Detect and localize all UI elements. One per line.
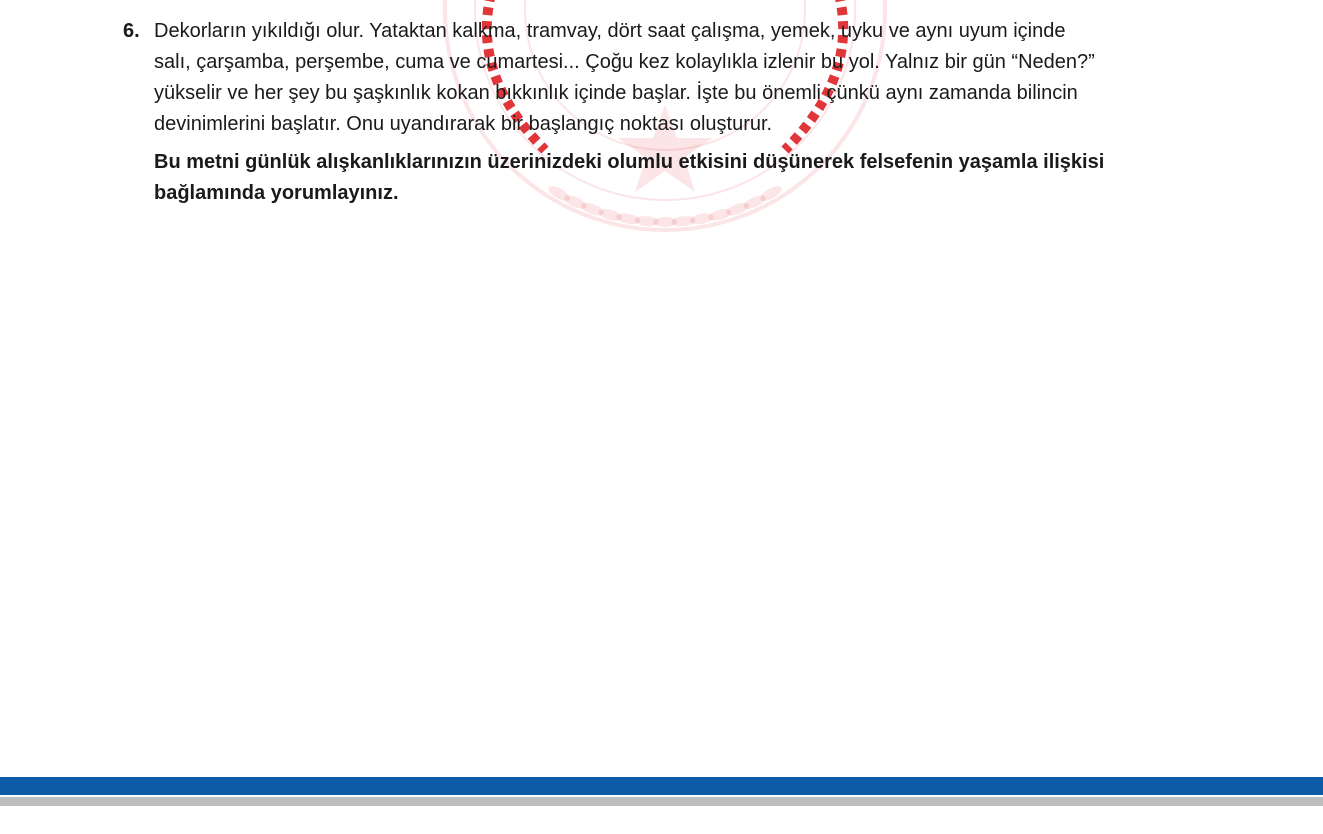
question-body (154, 16, 1243, 209)
question-instruction (154, 147, 1243, 209)
question-text-line: salı, çarşamba, perşembe, cuma ve cumartesi... Çoğu kez kolaylıkla izlenir bu yol. Yalnız bir gün “Neden?” (154, 51, 1095, 73)
question-text-line: devinimlerini başlatır. Onu uyandırarak bir başlangıç noktası oluşturur. (154, 113, 773, 135)
instruction-line: bağlamında yorumlayınız. (154, 182, 399, 204)
question-text (154, 16, 1243, 140)
question-block (123, 16, 1243, 209)
instruction-line: Bu metni günlük alışkanlıklarınızın üzerinizdeki olumlu etkisini düşünerek felsefenin yaşamla ilişkisi (154, 151, 1105, 173)
question-text-line: Dekorların yıkıldığı olur. Yataktan kalkma, tramvay, dört saat çalışma, yemek, uyku ve aynı uyum içinde (154, 20, 1066, 42)
footer-gray-bar (0, 797, 1323, 806)
question-text-line: yükselir ve her şey bu şaşkınlık kokan bıkkınlık içinde başlar. İşte bu önemli çünkü aynı zamanda bilincin (154, 82, 1078, 104)
question-number: 6. (123, 20, 140, 42)
footer-blue-bar (0, 777, 1323, 795)
